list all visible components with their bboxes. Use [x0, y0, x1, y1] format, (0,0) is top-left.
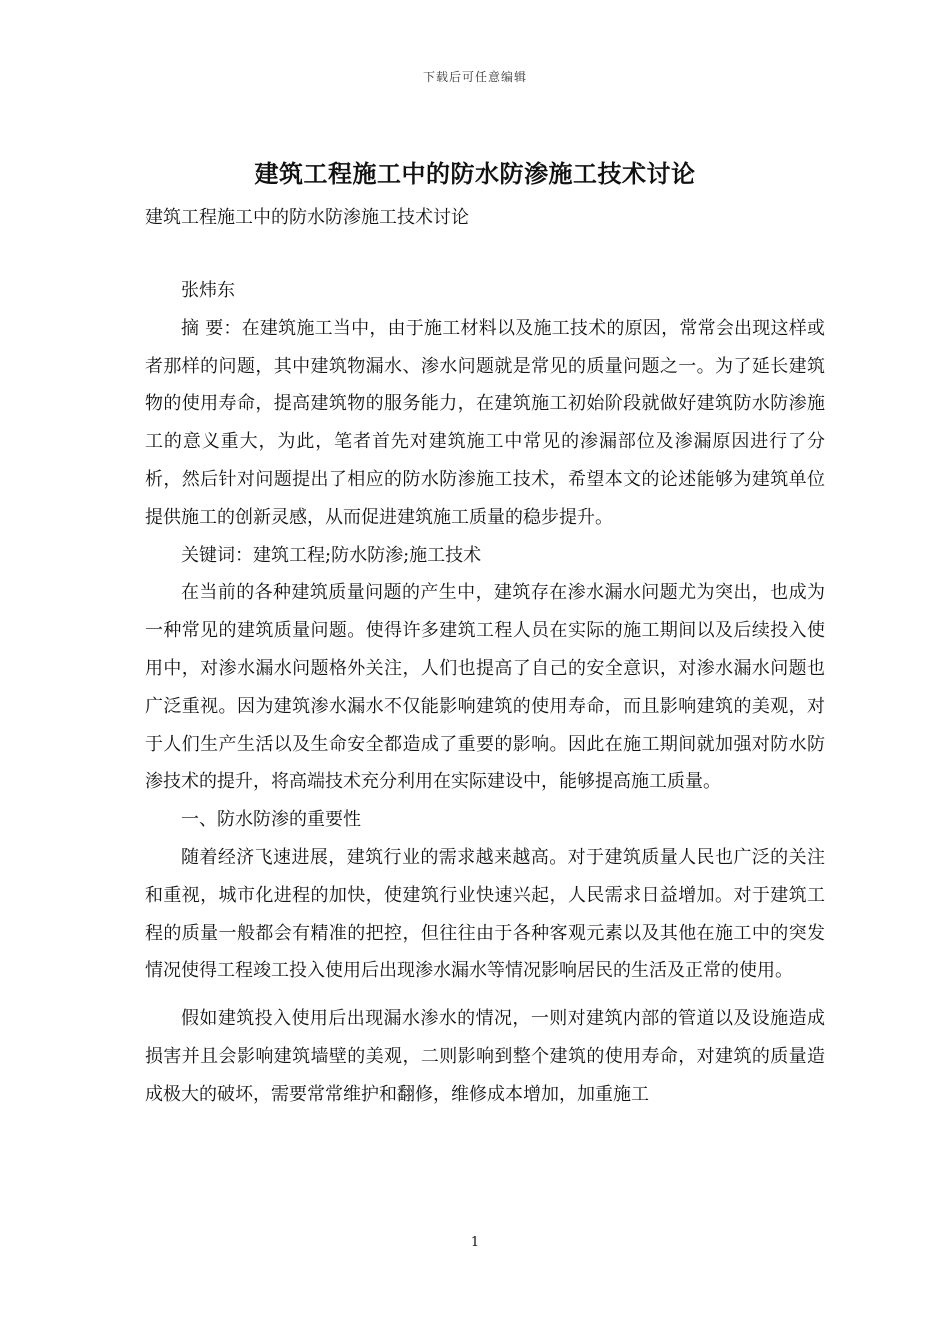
author-line: 张炜东: [181, 280, 235, 301]
document-title: 建筑工程施工中的防水防渗施工技术讨论: [254, 159, 696, 188]
keywords-line: 关键词：建筑工程;防水防渗;施工技术: [181, 544, 482, 566]
document-subtitle: 建筑工程施工中的防水防渗施工技术讨论: [145, 207, 469, 228]
document-body: [145, 272, 825, 1114]
page-number: 1: [470, 1235, 480, 1250]
section-heading: 一、防水防渗的重要性: [181, 809, 361, 831]
intro-paragraph: 在当前的各种建筑质量问题的产生中，建筑存在渗水漏水问题尤为突出，也成为一种常见的建筑质量问题。使得许多建筑工程人员在实际的施工期间以及后续投入使用中，对渗水漏水问题格外关注，人们也提高了自己的安全意识，对渗水漏水问题也广泛重视。因为建筑渗水漏水不仅能影响建筑的使用寿命，而且影响建筑的美观，对于人们生产生活以及生命安全都造成了重要的影响。因此在施工期间就加强对防水防渗技术的提升，将高端技术充分利用在实际建设中，能够提高施工质量。: [145, 582, 825, 793]
page-header-note: 下载后可任意编辑: [422, 70, 527, 84]
abstract-paragraph: 摘 要：在建筑施工当中，由于施工材料以及施工技术的原因，常常会出现这样或者那样的问题，其中建筑物漏水、渗水问题就是常见的质量问题之一。为了延长建筑物的使用寿命，提高建筑物的服务能力，在建筑施工初始阶段就做好建筑防水防渗施工的意义重大，为此，笔者首先对建筑施工中常见的渗漏部位及渗漏原因进行了分析，然后针对问题提出了相应的防水防渗施工技术，希望本文的论述能够为建筑单位提供施工的创新灵感，从而促进建筑施工质量的稳步提升。: [145, 317, 825, 528]
section-paragraph: 假如建筑投入使用后出现漏水渗水的情况，一则对建筑内部的管道以及设施造成损害并且会影响建筑墙壁的美观，二则影响到整个建筑的使用寿命，对建筑的质量造成极大的破坏，需要常常维护和翻修，维修成本增加，加重施工: [145, 1008, 825, 1105]
section-paragraph: 随着经济飞速进展，建筑行业的需求越来越高。对于建筑质量人民也广泛的关注和重视，城市化进程的加快，使建筑行业快速兴起，人民需求日益增加。对于建筑工程的质量一般都会有精准的把控，但往往由于各种客观元素以及其他在施工中的突发情况使得工程竣工投入使用后出现渗水漏水等情况影响居民的生活及正常的使用。: [145, 846, 825, 982]
